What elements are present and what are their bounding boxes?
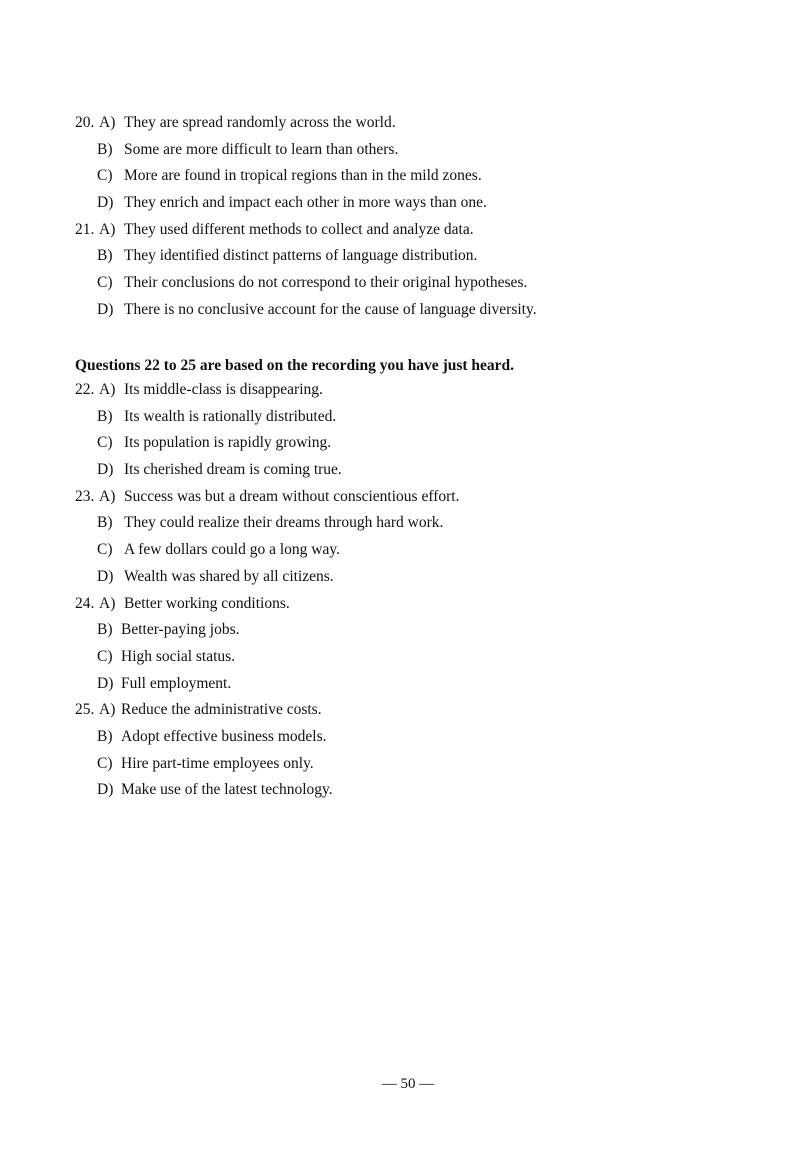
- option-row: [0, 457, 800, 484]
- option-letter: C): [97, 754, 113, 772]
- option-row: [0, 430, 800, 457]
- question-24: [0, 591, 800, 698]
- option-text: More are found in tropical regions than in the mild zones.: [124, 167, 482, 185]
- option-row: [0, 644, 800, 671]
- option-text: They identified distinct patterns of language distribution.: [124, 247, 478, 265]
- option-letter: D): [97, 781, 114, 799]
- option-row: [0, 671, 800, 698]
- option-row: [0, 110, 800, 137]
- option-text: High social status.: [121, 647, 236, 665]
- option-row: [0, 297, 800, 324]
- question-23: [0, 484, 800, 591]
- page-number: — 50 —: [381, 1076, 435, 1092]
- option-letter: D): [97, 194, 114, 212]
- option-row: [0, 697, 800, 724]
- option-text: There is no conclusive account for the cause of language diversity.: [124, 300, 537, 318]
- option-text: Success was but a dream without conscientious effort.: [124, 487, 460, 505]
- question-25: [0, 697, 800, 804]
- option-letter: D): [97, 674, 114, 692]
- option-letter: A): [99, 220, 116, 238]
- option-text: Make use of the latest technology.: [121, 781, 333, 799]
- option-text: Full employment.: [121, 674, 232, 692]
- question-group-1: [0, 110, 800, 324]
- option-letter: D): [97, 567, 114, 585]
- option-row: [0, 617, 800, 644]
- section-heading: Questions 22 to 25 are based on the recording you have just heard.: [75, 357, 515, 374]
- option-text: Wealth was shared by all citizens.: [124, 567, 334, 585]
- option-row: [0, 270, 800, 297]
- option-row: [0, 564, 800, 591]
- option-letter: C): [97, 541, 113, 559]
- option-letter: C): [97, 647, 113, 665]
- option-letter: A): [99, 381, 116, 398]
- option-letter: B): [97, 514, 113, 532]
- option-text: Its population is rapidly growing.: [124, 434, 332, 452]
- option-row: [0, 137, 800, 164]
- option-text: Reduce the administrative costs.: [121, 701, 322, 719]
- option-row: [0, 724, 800, 751]
- question-number: 23.: [75, 487, 95, 505]
- option-text: They enrich and impact each other in more ways than one.: [124, 194, 487, 212]
- option-text: A few dollars could go a long way.: [124, 541, 340, 559]
- option-row: [0, 190, 800, 217]
- option-letter: B): [97, 407, 113, 425]
- option-row: [0, 243, 800, 270]
- question-22: [0, 377, 800, 484]
- option-text: Hire part-time employees only.: [121, 754, 314, 772]
- question-21: [0, 217, 800, 324]
- option-row: [0, 751, 800, 778]
- option-row: [0, 537, 800, 564]
- question-number: 22.: [75, 381, 95, 398]
- option-text: Adopt effective business models.: [121, 727, 327, 745]
- option-letter: B): [97, 727, 113, 745]
- option-text: Its wealth is rationally distributed.: [124, 407, 337, 425]
- option-text: Its cherished dream is coming true.: [124, 461, 342, 479]
- option-letter: D): [97, 461, 114, 479]
- question-20: [0, 110, 800, 217]
- option-letter: B): [97, 140, 113, 158]
- option-letter: C): [97, 434, 113, 452]
- question-number: 20.: [75, 114, 95, 131]
- option-text: They used different methods to collect and analyze data.: [124, 220, 474, 238]
- option-letter: D): [97, 300, 114, 318]
- option-row: [0, 217, 800, 244]
- option-letter: B): [97, 621, 113, 639]
- option-row: [0, 591, 800, 618]
- option-letter: A): [99, 114, 116, 131]
- option-text: Better working conditions.: [124, 594, 290, 612]
- option-text: They are spread randomly across the world.: [124, 114, 396, 131]
- option-row: [0, 163, 800, 190]
- option-text: Some are more difficult to learn than others.: [124, 140, 399, 158]
- option-row: [0, 510, 800, 537]
- option-text: Better-paying jobs.: [121, 621, 240, 639]
- option-letter: A): [99, 594, 116, 612]
- option-row: [0, 404, 800, 431]
- option-text: Their conclusions do not correspond to their original hypotheses.: [124, 274, 528, 292]
- option-row: [0, 777, 800, 804]
- option-row: [0, 484, 800, 511]
- option-row: [0, 377, 800, 404]
- question-number: 24.: [75, 594, 95, 612]
- option-text: They could realize their dreams through hard work.: [124, 514, 444, 532]
- question-number: 21.: [75, 220, 95, 238]
- option-letter: C): [97, 167, 113, 185]
- option-letter: C): [97, 274, 113, 292]
- option-letter: A): [99, 487, 116, 505]
- option-text: Its middle-class is disappearing.: [124, 381, 323, 398]
- option-letter: A): [99, 701, 116, 719]
- question-group-2: [0, 377, 800, 804]
- option-letter: B): [97, 247, 113, 265]
- question-number: 25.: [75, 701, 95, 719]
